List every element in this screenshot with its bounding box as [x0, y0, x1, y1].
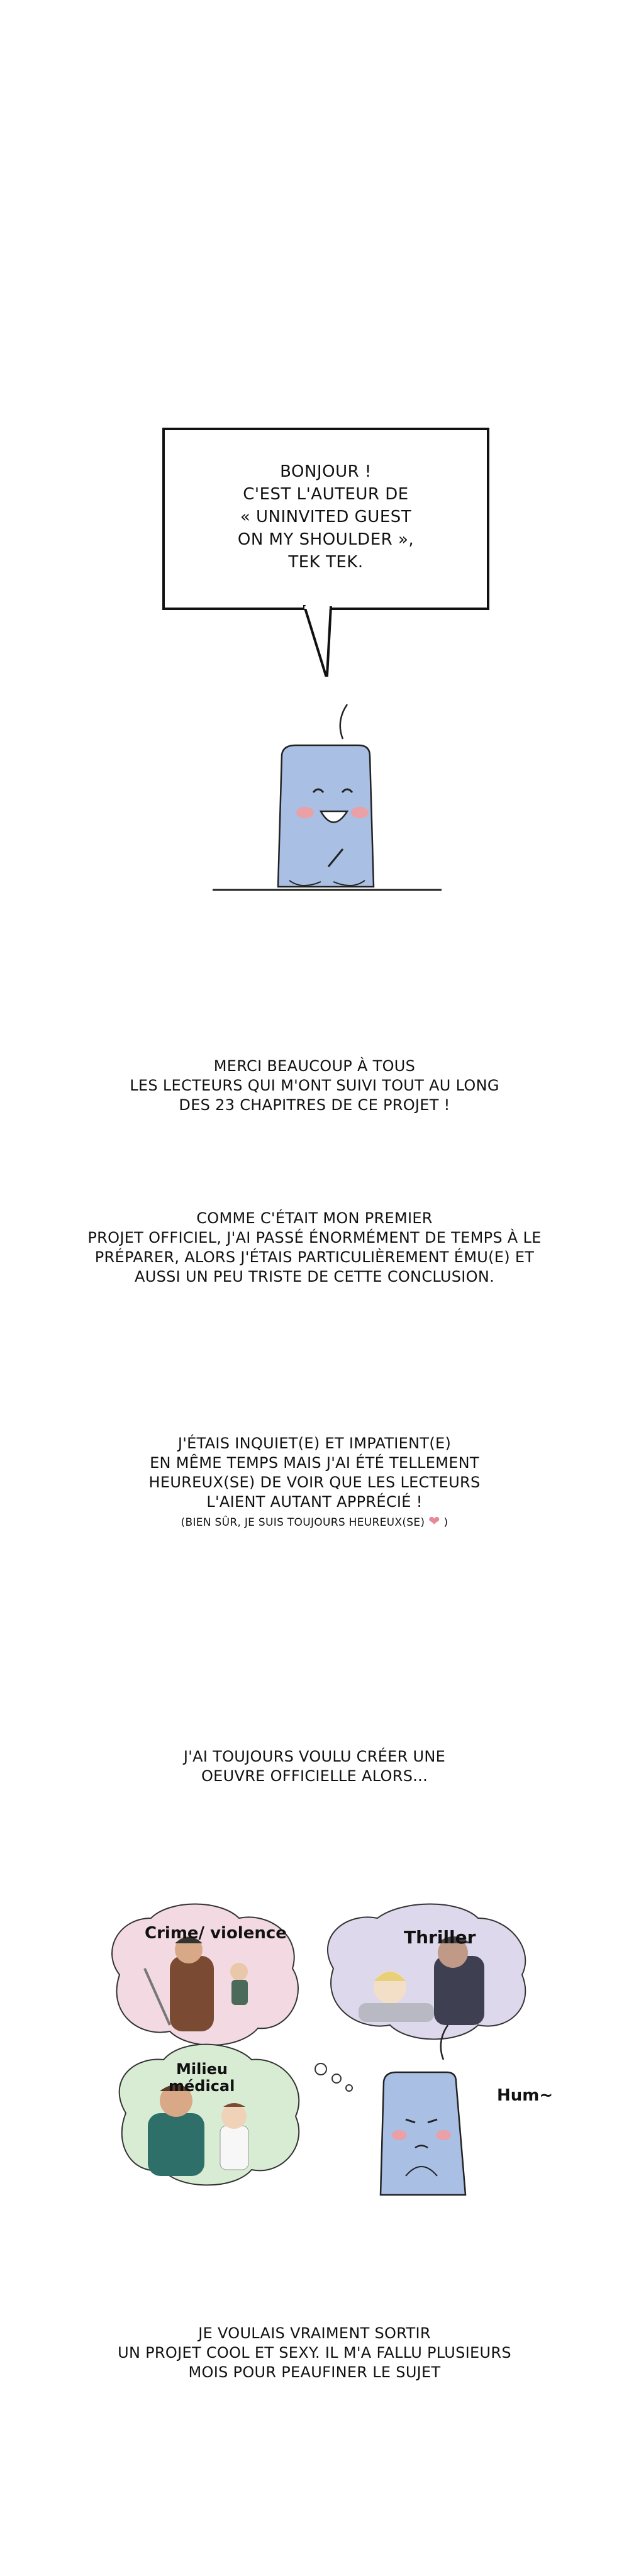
thought-dot-icon [346, 2085, 352, 2091]
text-line: L'AIENT AUTANT APPRÉCIÉ ! [206, 1493, 423, 1511]
text-line: MERCI BEAUCOUP À TOUS [213, 1057, 416, 1075]
thriller-cloud [328, 1904, 525, 2040]
bubble-line: BONJOUR ! [280, 462, 372, 481]
bubble-line: TEK TEK. [288, 553, 364, 572]
text-line: MOIS POUR PEAUFINER LE SUJET [188, 2363, 441, 2381]
medical-label-2: médical [169, 2077, 235, 2095]
text-line: COMME C'ÉTAIT MON PREMIER [196, 1209, 433, 1227]
text-line: LES LECTEURS QUI M'ONT SUIVI TOUT AU LONG [130, 1077, 499, 1094]
thought-dot-icon [332, 2074, 341, 2083]
really-wanted-text [63, 2324, 566, 2382]
text-line: JE VOULAIS VRAIMENT SORTIR [198, 2324, 431, 2342]
thinking-mascot [381, 2025, 465, 2195]
crime-label: Crime/ violence [145, 1924, 287, 1943]
medical-cloud [120, 2045, 299, 2185]
always-wanted-text [63, 1747, 566, 1786]
text-line: UN PROJET COOL ET SEXY. IL M'A FALLU PLUSIEURS [118, 2344, 511, 2362]
text-line: DES 23 CHAPITRES DE CE PROJET ! [179, 1096, 450, 1114]
speech-bubble-text [165, 460, 487, 574]
text-line: EN MÊME TEMPS MAIS J'AI ÉTÉ TELLEMENT [150, 1454, 479, 1472]
text-line: AUSSI UN PEU TRISTE DE CETTE CONCLUSION. [134, 1268, 494, 1285]
medical-label-1: Milieu [176, 2060, 228, 2078]
author-mascot-illustration [208, 698, 447, 912]
first-project-text [63, 1209, 566, 1287]
text-line: PROJET OFFICIEL, J'AI PASSÉ ÉNORMÉMENT DE TEMPS À LE [87, 1229, 542, 1246]
note-close: ) [443, 1516, 448, 1529]
note-text: (BIEN SÛR, JE SUIS TOUJOURS HEUREUX(SE) [181, 1516, 425, 1529]
text-line: HEUREUX(SE) DE VOIR QUE LES LECTEURS [148, 1474, 481, 1491]
worried-note [63, 1514, 566, 1530]
text-line: J'ÉTAIS INQUIET(E) ET IMPATIENT(E) [177, 1435, 452, 1452]
speech-bubble-tail [302, 606, 340, 682]
thriller-label: Thriller [404, 1927, 476, 1948]
hum-label: Hum~ [497, 2086, 554, 2105]
bubble-line: C'EST L'AUTEUR DE [243, 485, 409, 504]
worried-text [63, 1434, 566, 1530]
text-line: J'AI TOUJOURS VOULU CRÉER UNE [183, 1748, 446, 1765]
genre-clouds-illustration [94, 1899, 554, 2226]
crime-cloud [112, 1904, 298, 2045]
bubble-line: ON MY SHOULDER », [237, 530, 415, 549]
speech-bubble [162, 428, 489, 610]
thanks-text [63, 1057, 566, 1115]
heart-icon: ❤ [428, 1514, 440, 1530]
text-line: PRÉPARER, ALORS J'ÉTAIS PARTICULIÈREMENT ÉMU(E) ET [94, 1248, 535, 1266]
bubble-line: « UNINVITED GUEST [240, 508, 412, 526]
thought-dot-icon [315, 2063, 326, 2075]
text-line: OEUVRE OFFICIELLE ALORS... [201, 1767, 428, 1785]
